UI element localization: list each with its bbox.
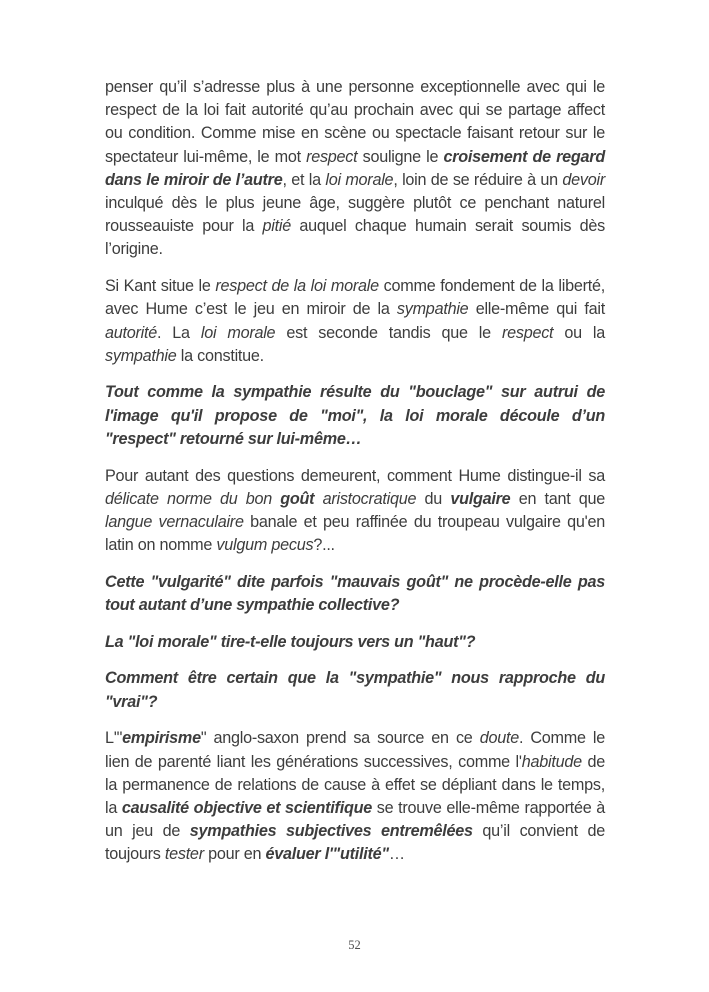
text-run: empirisme xyxy=(122,729,201,748)
text-run: comme fondement de la liberté, avec Hume c’est le jeu en miroir de la xyxy=(105,277,605,319)
text-run: qu’il convient de toujours xyxy=(105,822,605,864)
text-run: La "loi morale" tire-t-elle toujours vers un "haut"? xyxy=(105,632,476,651)
text-run: respect xyxy=(306,147,358,166)
paragraph xyxy=(105,76,605,262)
text-run: sympathie xyxy=(396,300,469,319)
text-run: du xyxy=(416,489,451,508)
text-run: aristocratique xyxy=(314,489,417,508)
paragraph xyxy=(105,631,605,654)
text-run: , loin de se réduire à un xyxy=(393,170,563,189)
text-run: loi morale xyxy=(200,323,276,342)
text-run: Tout comme la sympathie résulte du "bouclage" sur autrui de l'image qu'il propose de "moi", la loi morale découle d’un "respect" retourné sur lui-même… xyxy=(105,383,605,448)
text-run: souligne le xyxy=(357,147,444,166)
text-run: sympathies subjectives entremêlées xyxy=(189,822,473,841)
text-run: sympathie xyxy=(105,346,177,365)
text-run: est seconde tandis que le xyxy=(275,323,502,342)
text-run: délicate norme du bon xyxy=(105,489,281,508)
text-run: la constitue. xyxy=(176,346,264,365)
text-run: pitié xyxy=(262,217,291,236)
text-run: tester xyxy=(164,845,204,864)
paragraph xyxy=(105,727,605,866)
text-run: autorité xyxy=(105,323,157,342)
text-run: respect xyxy=(501,323,554,342)
text-run: de la permanence de relations de cause à effet se dépliant dans le temps, la xyxy=(105,752,605,817)
text-run: goût xyxy=(280,489,315,508)
text-run: Cette "vulgarité" dite parfois "mauvais goût" ne procède-elle pas tout autant d’une sympathie collective? xyxy=(105,572,605,615)
text-run: . La xyxy=(157,323,201,342)
text-run: langue vernaculaire xyxy=(105,512,244,531)
text-run: banale et peu raffinée du troupeau vulgaire qu'en latin on nomme xyxy=(105,512,605,555)
paragraph xyxy=(105,275,605,368)
paragraph xyxy=(105,667,605,713)
paragraph xyxy=(105,381,605,451)
text-run: causalité objective et scientifique xyxy=(121,798,372,817)
text-run: penser qu’il s’adresse plus à une personne exceptionnelle avec qui le respect de la loi fait autorité qu’au prochain avec qui se partage affect ou condition. Comme mise en scène ou spectacle faisant retour sur le spectateur lui-même, le mot xyxy=(105,78,605,166)
paragraph xyxy=(105,571,605,617)
text-run: croisement de regard dans le miroir de l’autre xyxy=(105,147,605,189)
text-run: Si Kant situe le xyxy=(105,277,216,296)
text-run: vulgaire xyxy=(450,489,511,508)
text-run: " anglo-saxon prend sa source en ce xyxy=(200,729,480,748)
text-run: inculqué dès le plus jeune âge, suggère plutôt ce penchant naturel rousseauiste pour la xyxy=(105,194,605,236)
text-run: ?... xyxy=(313,536,335,555)
text-run: … xyxy=(388,845,405,864)
text-run: loi morale xyxy=(325,170,394,189)
text-run: vulgum pecus xyxy=(216,536,314,555)
text-run: évaluer l'"utilité" xyxy=(265,845,389,864)
text-run: respect de la loi morale xyxy=(215,277,379,296)
text-run: doute xyxy=(479,729,519,748)
text-run: , et la xyxy=(282,170,326,189)
text-run: . Comme le lien de parenté liant les générations successives, comme l' xyxy=(105,729,605,771)
text-run: en tant que xyxy=(510,489,605,508)
text-run: se trouve elle-même rapportée à un jeu de xyxy=(105,798,606,841)
text-run: habitude xyxy=(521,752,582,771)
text-run: Pour autant des questions demeurent, comment Hume distingue-il sa xyxy=(105,466,605,485)
text-block xyxy=(105,76,605,880)
text-run: L'" xyxy=(105,729,123,748)
paragraph xyxy=(105,465,605,558)
text-run: devoir xyxy=(562,170,605,189)
text-run: ou la xyxy=(553,323,605,342)
text-run: auquel chaque humain serait soumis dès l’origine. xyxy=(105,217,605,259)
text-run: elle-même qui fait xyxy=(468,300,605,319)
text-run: pour en xyxy=(203,845,266,864)
text-run: Comment être certain que la "sympathie" nous rapproche du "vrai"? xyxy=(105,669,605,711)
page-number: 52 xyxy=(348,938,361,952)
